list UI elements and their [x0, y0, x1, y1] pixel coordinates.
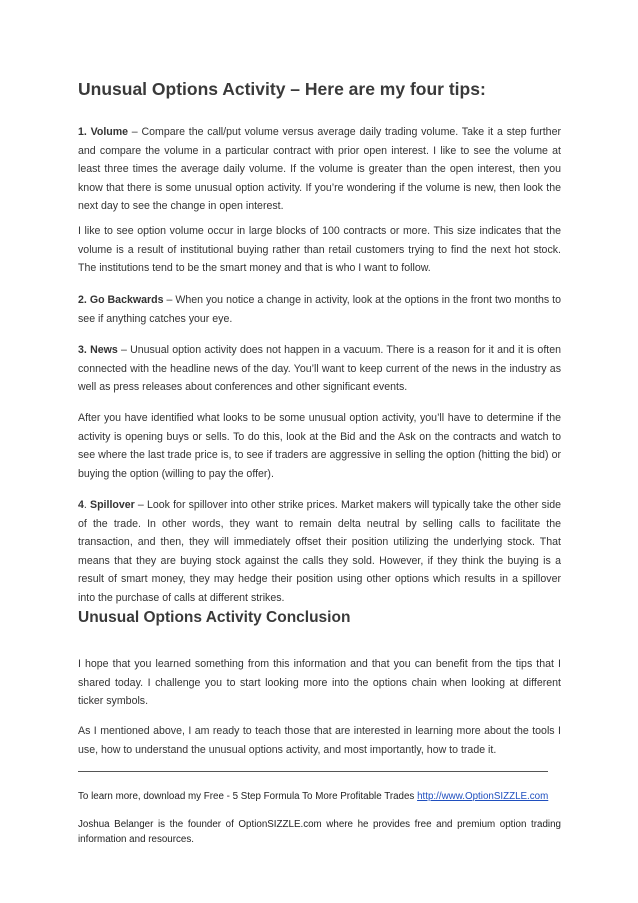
block-size-paragraph: I like to see option volume occur in large blocks of 100 contracts or more. This size indicates that the volume is a result of institutional buying rather than retail customers trying to find the next hot stock. The institutions tend to be the smart money and that is who I want to follow. — [78, 225, 561, 275]
tip-volume-heading: 1. Volume — [78, 126, 129, 138]
tip-spillover-number: 4 — [78, 499, 84, 511]
conclusion-paragraph-2: As I mentioned above, I am ready to teach those that are interested in learning more about the tools I use, how to understand the unusual options activity, and most importantly, how to trade it. — [78, 725, 561, 756]
conclusion-title: Unusual Options Activity Conclusion — [78, 609, 351, 626]
tip-news-paragraph — [78, 341, 561, 397]
footer-bio: Joshua Belanger is the founder of OptionSIZZLE.com where he provides free and premium option trading information and resources. — [78, 819, 561, 845]
tip-spillover-heading: Spillover — [90, 499, 135, 511]
tip-spillover-text: – Look for spillover into other strike prices. Market makers will typically take the other side of the trade. In other words, they want to remain delta neutral by selling calls to facilitate the transaction, and then, they will immediately offset their position utilizing the underlying stock. That means that they are buying stock against the calls they sold. However, if they think the buying is a result of smart money, they may hedge their position using other options which results in a spillover into the purchase of calls at different strikes. — [78, 499, 561, 604]
tip-volume-text: – Compare the call/put volume versus average daily trading volume. Take it a step further and compare the volume in a particular contract with prior open interest. I like to see the volume at least three times the average daily volume. If the volume is greater than the open interest, then you know that there is some unusual option activity. If you’re wondering if the volume is new, then look the next day to see the change in open interest. — [78, 126, 561, 213]
tip-go-backwards-heading: 2. Go Backwards — [78, 294, 164, 306]
tip-news-heading: 3. News — [78, 344, 118, 356]
footer-cta-text: To learn more, download my Free - 5 Step Formula To More Profitable Trades — [78, 791, 418, 802]
tip-go-backwards-paragraph — [78, 291, 561, 328]
tip-go-backwards-text: – When you notice a change in activity, look at the options in the front two months to see if anything catches your eye. — [78, 294, 561, 325]
tip-volume-paragraph — [78, 123, 561, 216]
conclusion-paragraph-1: I hope that you learned something from this information and that you can benefit from the tips that I shared today. I challenge you to start looking more into the options chain when looking at different ticker symbols. — [78, 658, 561, 708]
tip-spillover-separator: . — [83, 499, 91, 511]
footer-cta — [78, 790, 561, 805]
opening-buys-paragraph: After you have identified what looks to be some unusual option activity, you’ll have to determine if the activity is opening buys or sells. To do this, look at the Bid and the Ask on the contracts and watch to see where the last trade price is, to see if traders are aggressive in selling the option (hitting the bid) or buying the option (willing to pay the offer). — [78, 412, 561, 480]
tip-news-text: – Unusual option activity does not happen in a vacuum. There is a reason for it and it is often connected with the headline news of the day. You’ll want to keep current of the news in the industry as well as press releases about conferences and other significant events. — [78, 344, 561, 394]
footer-cta-link[interactable]: http://www.OptionSIZZLE.com — [417, 791, 549, 802]
footer-divider — [78, 771, 548, 772]
tip-spillover-paragraph — [78, 496, 561, 608]
page-title: Unusual Options Activity – Here are my four tips: — [78, 79, 486, 99]
